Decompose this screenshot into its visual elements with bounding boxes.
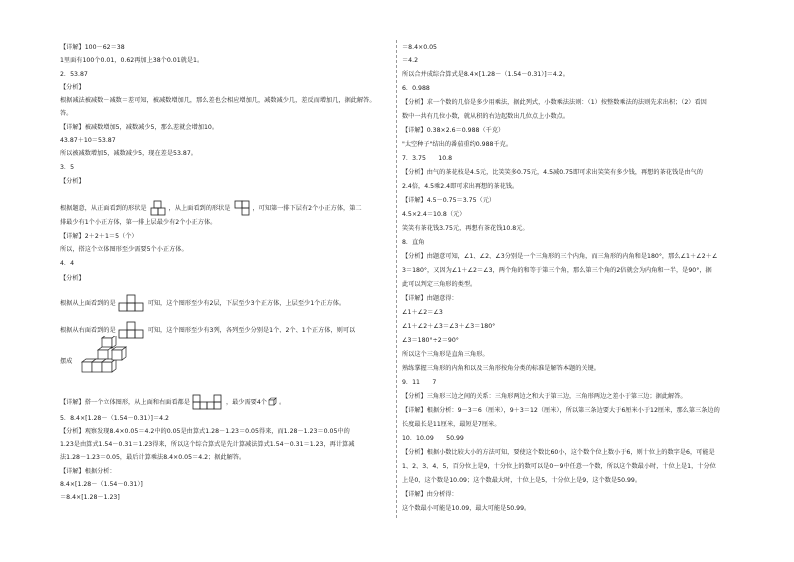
text-line: 【详解】0.38×2.6＝0.988（千克） (402, 127, 505, 134)
text-line: 1里面有100个0.01，0.62再加上38个0.01就是1。 (60, 57, 204, 64)
text-line: 【详解】由分析得： (402, 491, 458, 498)
text-line: 【分析】根据小数比较大小的方法可知，要使这个数比60小，这个数个位上数小于6，则十位上的数字是6，可能是 (402, 449, 715, 456)
text-line (60, 358, 72, 366)
text-line: ∠1＋∠2＝∠3 (402, 309, 443, 316)
text-line: 笑笑有茶花钱3.75元，再想有茶花钱10.8元。 (402, 225, 529, 232)
front-view-figure (148, 200, 168, 216)
text-line: 【详解】由题意得： (402, 295, 458, 302)
text-segment: 【详解】搭一个立体图形，从上面和右面看都是 (60, 399, 190, 406)
text-line: 1.23是由算式1.54－0.31＝1.23得来，所以这个综合算式是先计算减法算式1.54－0.31＝1.23，再计算减 (60, 441, 355, 448)
question-5-answer: 5．8.4×[1.28－（1.54－0.31）]＝4.2 (60, 415, 169, 422)
text-line: 1、2、3、4、5，百分位上是9，十分位上的数可以是0～9中任意一个数，所以这个数最小时，十位上是1，十分位 (402, 463, 716, 470)
text-line: 【分析】 (60, 84, 85, 91)
text-line: 所以这个三角形是直角三角形。 (402, 351, 489, 358)
text-segment: 。 (279, 399, 286, 406)
text-line: 所以，搭这个立体图形至少需要5个小正方体。 (60, 246, 188, 253)
text-line: 【分析】由题意可知，∠1、∠2、∠3分别是一个三角形的三个内角，而三角形的内角和是180°，那么∠1＋∠2＋∠ (402, 253, 718, 260)
text-line: 熟练掌握三角形的内角和以及三角形按角分类的标准是解答本题的关键。 (402, 365, 600, 372)
view-figure (191, 394, 225, 410)
text-line: 【分析】三角形三边之间的关系：三角形两边之和大于第三边，三角形两边之差小于第三边；据此解答。 (402, 393, 687, 400)
text-line: 所以合并成综合算式是8.4×[1.28－（1.54－0.31）]＝4.2。 (402, 71, 569, 78)
text-segment: ，最少需要4个 (225, 399, 267, 406)
text-line: 答。 (60, 110, 73, 117)
question-4-answer: 4．4 (60, 260, 75, 267)
text-line: 所以被减数增加5，减数减少5，现在差是53.87。 (60, 150, 197, 157)
text-line: ∠3＝180°÷2＝90° (402, 337, 459, 344)
text-line: 【详解】100－62＝38 (60, 44, 125, 51)
text-segment: 根据从上面看到的是 (60, 300, 116, 307)
column-divider (396, 40, 397, 518)
text-line: 此可以判定三角形的类型。 (402, 281, 477, 288)
text-line: ＝8.4×0.05 (402, 44, 437, 51)
text-line (60, 294, 345, 312)
text-line: 【详解】根据分析：9－3＝6（厘米），9＋3＝12（厘米），所以第三条边要大于6厘米小于12厘米，那么第三条边的 (402, 407, 720, 414)
text-line: 上是0，这个数是10.09；这个数最大时，十位上是5，十分位上是9，这个数是50.99。 (402, 477, 642, 484)
text-segment: 可知，这个图形至少有3列，各列至少分别是1个、2个、1个正方体，则可以 (147, 327, 356, 334)
text-segment: 可知，这个图形至少有2层，下层至少3个正方体，上层至少1个正方体。 (147, 300, 346, 307)
text-line: 【分析】 (60, 178, 85, 185)
cube-icon (268, 397, 278, 407)
text-line: 根据减法被减数－减数＝差可知，被减数增加几，那么差也会相应增加几，减数减少几，差反而增加几，据此解答。 (60, 97, 376, 104)
text-line: "太空种子"结出的番茄重约0.988千克。 (402, 141, 513, 148)
text-segment: 根据题意，从正面看到的形状是 (60, 205, 147, 212)
cube-stack-figure (76, 336, 136, 378)
question-3-answer: 3．5 (60, 164, 75, 171)
text-line: 【分析】由气的茶花枝是4.5元，比笑笑多0.75元，4.5减0.75即可求出笑笑有多少钱，再想的茶花钱是由气的 (402, 169, 703, 176)
text-line: 【分析】求一个数的几倍是多少用乘法，据此列式，小数乘法法则：（1）按整数乘法的法则先求出积；（2）看因 (402, 99, 707, 106)
question-6-answer: 6．0.988 (402, 85, 430, 92)
text-line: 2.4倍，4.5乘2.4即可求出再想的茶花钱。 (402, 183, 519, 190)
top-view-figure-2 (117, 294, 147, 312)
question-7-answer: 7．3.75 10.8 (402, 155, 453, 162)
question-10-answer: 10．10.09 50.99 (402, 435, 464, 442)
question-8-answer: 8．直角 (402, 239, 425, 246)
text-segment: 摆成 (60, 358, 73, 365)
text-line: 【详解】根据分析： (60, 468, 116, 475)
text-line: 数中一共有几位小数，就从积的右边起数出几位点上小数点。 (402, 113, 570, 120)
top-view-figure (232, 200, 252, 216)
text-line (60, 200, 362, 216)
text-line: 长度最长是11厘米，最短是7厘米。 (402, 421, 501, 428)
question-2-answer: 2．53.87 (60, 71, 88, 78)
text-segment: ，可知第一排下层有2个小正方体，第二 (252, 205, 362, 212)
text-line: 【详解】4.5－0.75＝3.75（元） (402, 197, 496, 204)
text-line: 【分析】 (60, 275, 85, 282)
text-line: 排最少有1个小正方体，第一排上层最少有2个小正方体。 (60, 219, 217, 226)
text-line: 8.4×[1.28－（1.54－0.31）] (60, 481, 143, 488)
text-segment: 根据从右面看到的是 (60, 327, 116, 334)
question-9-answer: 9．11 7 (402, 379, 437, 386)
text-line: ＝8.4×[1.28－1.23] (60, 494, 120, 501)
text-line: ∠1＋∠2＋∠3＝∠3＋∠3＝180° (402, 323, 496, 330)
text-line: 这个数最小可能是10.09，最大可能是50.99。 (402, 505, 531, 512)
text-line: ＝4.2 (402, 57, 419, 64)
text-line: 法1.28－1.23＝0.05，最后计算乘法8.4×0.05＝4.2；据此解答。 (60, 454, 246, 461)
text-line: 43.87＋10＝53.87 (60, 137, 116, 144)
text-line: 【分析】观察发现8.4×0.05＝4.2中的0.05是由算式1.28－1.23＝0.05得来，而1.28－1.23＝0.05中的 (60, 428, 350, 435)
text-line: 3＝180°，又因为∠1＋∠2＝∠3，两个角的和等于第三个角，那么第三个角的2倍就会为内角和一半，是90°，据 (402, 267, 712, 274)
text-line (60, 394, 285, 410)
text-line: 4.5×2.4＝10.8（元） (402, 211, 466, 218)
text-segment: ，从上面看到的形状是 (168, 205, 231, 212)
text-line: 【详解】被减数增加5，减数减少5，那么差就会增加10。 (60, 124, 219, 131)
text-line: 【详解】2＋2＋1＝5（个） (60, 233, 138, 240)
